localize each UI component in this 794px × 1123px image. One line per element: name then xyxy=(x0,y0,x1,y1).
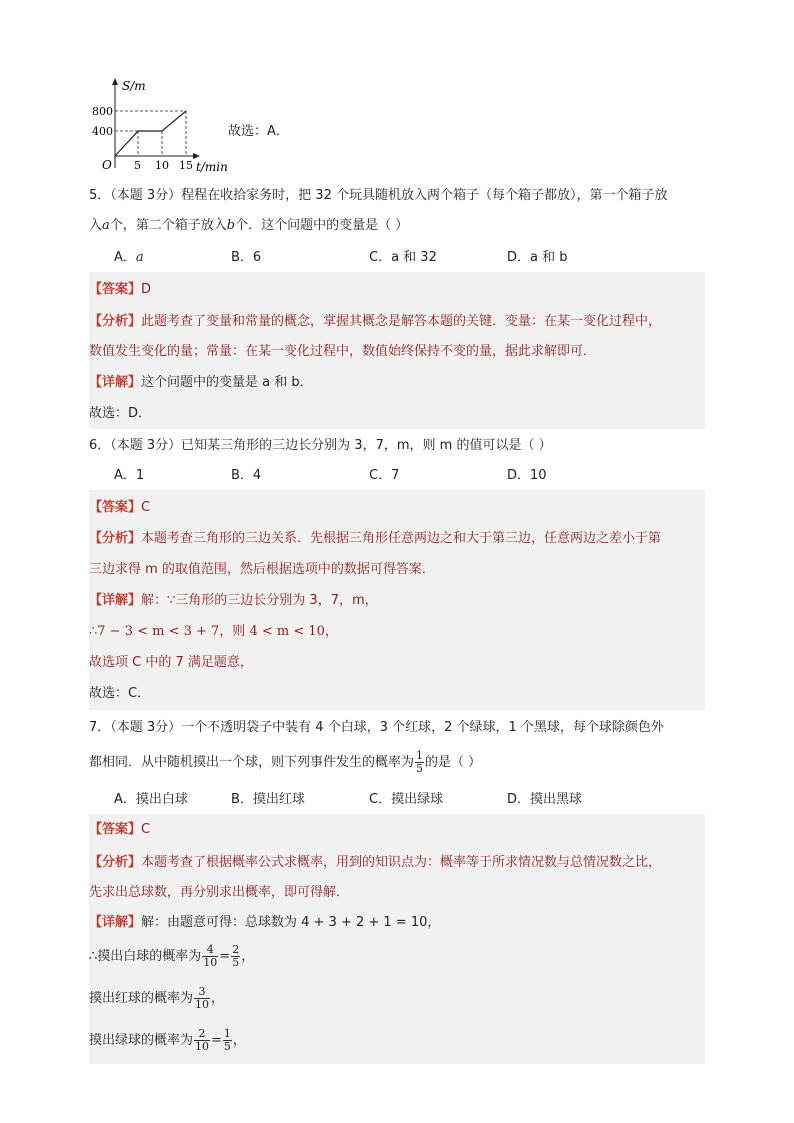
q7-answer: 【答案】C xyxy=(89,822,151,837)
q7-stem-line-2: 都相同．从中随机摸出一个球，则下列事件发生的概率为 $\frac{1}{5}$ 的是（ ） xyxy=(89,749,482,775)
origin-label: O xyxy=(102,158,112,172)
q7-solution-box xyxy=(89,814,705,1064)
q5-stem-line-2: 入a个，第二个箱子放入b个．这个问题中的变量是（ ） xyxy=(89,218,409,233)
q6-option-b: B．4 xyxy=(231,468,262,483)
q5-option-a: A．a xyxy=(114,250,144,265)
x-axis-label: t/min xyxy=(196,160,228,174)
y-tick-400: 400 xyxy=(92,125,113,138)
q6-option-c: C．7 xyxy=(369,468,400,483)
q6-conclusion: 故选：C． xyxy=(89,686,151,701)
q5-answer: 【答案】D xyxy=(89,282,152,297)
q6-answer: 【答案】C xyxy=(89,500,151,515)
q5-analysis-2: 数值发生变化的量；常量：在某一变化过程中，数值始终保持不变的量，据此求解即可． xyxy=(89,344,597,359)
q5-detail: 【详解】这个问题中的变量是 a 和 b． xyxy=(89,375,313,390)
q7-stem-fraction: $\frac{1}{5}$ xyxy=(416,749,424,775)
q6-stem: 6．（本题 3分）已知某三角形的三边长分别为 3，7，m，则 m 的值可以是（ ） xyxy=(89,438,552,453)
q6-solution-box xyxy=(89,490,705,710)
x-tick-15: 15 xyxy=(179,159,193,172)
q5-conclusion: 故选：D． xyxy=(89,406,152,421)
q5-solution-box xyxy=(89,272,705,429)
q7-option-c: C．摸出绿球 xyxy=(369,792,444,807)
q7-option-d: D．摸出黑球 xyxy=(507,792,583,807)
q6-analysis-1: 【分析】本题考查三角形的三边关系．先根据三角形任意两边之和大于第三边，任意两边之差小于第 xyxy=(89,531,662,546)
x-axis-arrow xyxy=(193,153,200,159)
q7-option-b: B．摸出红球 xyxy=(231,792,305,807)
graph-line xyxy=(115,111,186,156)
y-axis-label: S/m xyxy=(122,79,146,93)
q7-analysis-1: 【分析】本题考查了根据概率公式求概率，用到的知识点为：概率等于所求情况数与总情况数之比， xyxy=(89,855,662,870)
q6-option-d: D．10 xyxy=(507,468,547,483)
q7-red-probability: 摸出红球的概率为 $\frac{3}{10}$ ， xyxy=(89,985,225,1011)
q7-white-probability: ∴摸出白球的概率为 $\frac{4}{10}$ = $\frac{2}{5}$ ， xyxy=(89,943,255,969)
q7-detail-1: 【详解】解：由题意可得：总球数为 4 + 3 + 2 + 1 = 10， xyxy=(89,915,441,930)
q6-analysis-2: 三边求得 m 的取值范围，然后根据选项中的数据可得答案． xyxy=(89,562,435,577)
q7-option-a: A．摸出白球 xyxy=(114,792,188,807)
y-axis-arrow xyxy=(112,78,118,85)
q5-analysis-1: 【分析】此题考查了变量和常量的概念，掌握其概念是解答本题的关键．变量：在某一变化过程中， xyxy=(89,314,662,329)
q7-green-probability: 摸出绿球的概率为 $\frac{2}{10}$ = $\frac{1}{5}$ ， xyxy=(89,1027,246,1053)
y-tick-800: 800 xyxy=(92,105,113,118)
q6-detail-1: 【详解】解：∵三角形的三边长分别为 3，7，m， xyxy=(89,593,378,608)
q5-stem-line-1: 5．（本题 3分）程程在收拾家务时，把 32 个玩具随机放入两个箱子（每个箱子都放），第一个箱子放 xyxy=(89,188,668,203)
q4-conclusion: 故选：A． xyxy=(228,124,289,139)
q6-detail-3: 故选项 C 中的 7 满足题意， xyxy=(89,655,253,670)
distance-time-graph xyxy=(92,76,242,176)
q6-option-a: A．1 xyxy=(114,468,145,483)
q5-option-c: C．a 和 32 xyxy=(369,250,437,265)
x-tick-5: 5 xyxy=(134,159,141,172)
q7-analysis-2: 先求出总球数，再分别求出概率，即可得解． xyxy=(89,885,350,900)
q7-stem-line-1: 7．（本题 3分）一个不透明袋子中装有 4 个白球，3 个红球，2 个绿球，1 个黑球，每个球除颜色外 xyxy=(89,720,664,735)
q5-option-d: D．a 和 b xyxy=(507,250,568,265)
q6-detail-2: ∴7 − 3 < m < 3 + 7，则 4 < m < 10， xyxy=(89,624,338,639)
q5-option-b: B．6 xyxy=(231,250,262,265)
x-tick-10: 10 xyxy=(155,159,169,172)
